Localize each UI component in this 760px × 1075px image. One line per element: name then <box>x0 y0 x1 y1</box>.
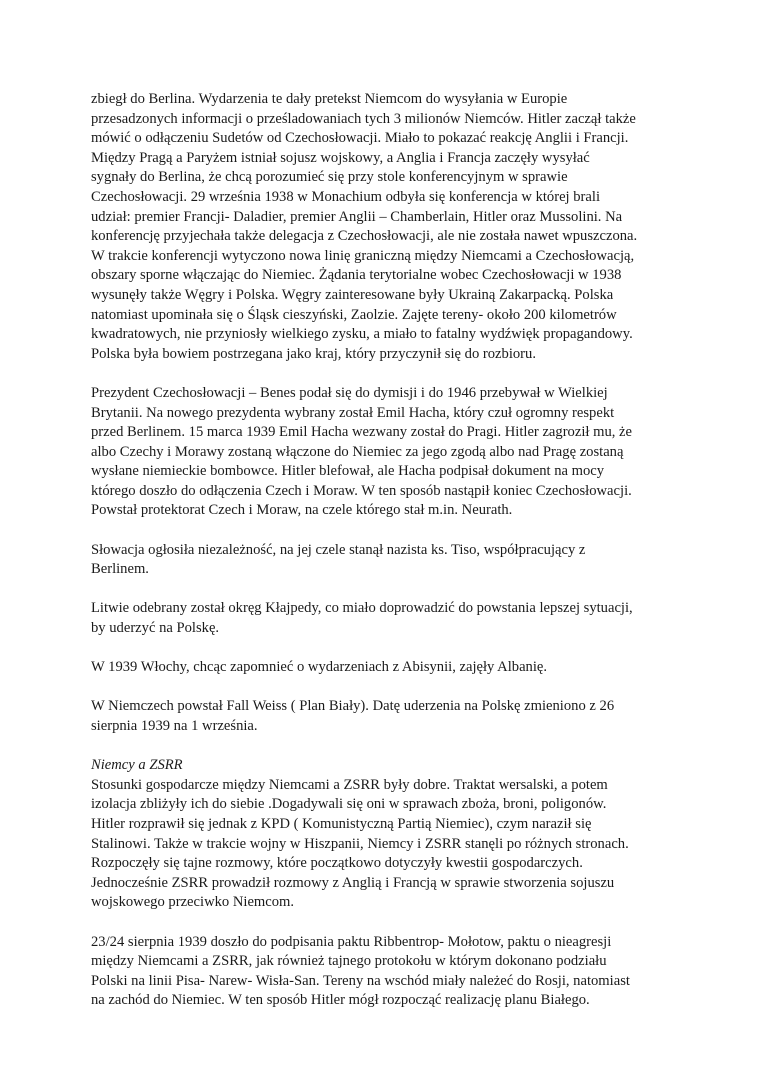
paragraph-lithuania: Litwie odebrany został okręg Kłajpedy, co miało doprowadzić do powstania lepszej sytuacji, by uderzyć na Polskę. <box>91 600 633 637</box>
paragraph-ribbentrop-molotov: 23/24 sierpnia 1939 doszło do podpisania paktu Ribbentrop- Mołotow, paktu o nieagresji między Niemcami a ZSRR, jak również tajnego protokołu w którym dokonano podziału Polski na linii Pisa- Narew- Wisła-San. Tereny na wschód miały należeć do Rosji, natomiast na zachód do Niemiec. W ten sposób Hitler mógł rozpocząć realizację planu Białego. <box>91 933 630 1009</box>
document-body <box>91 90 681 1031</box>
paragraph-slovakia: Słowacja ogłosiła niezależność, na jej czele stanął nazista ks. Tiso, współpracujący z Berlinem. <box>91 541 586 578</box>
paragraph-fall-weiss: W Niemczech powstał Fall Weiss ( Plan Biały). Datę uderzenia na Polskę zmieniono z 26 sierpnia 1939 na 1 września. <box>91 698 615 734</box>
paragraph-italy-albania: W 1939 Włochy, chcąc zapomnieć o wydarzeniach z Abisynii, zajęły Albanię. <box>91 659 548 676</box>
section-heading: Niemcy a ZSRR <box>91 757 183 774</box>
paragraph-munich-conference: zbiegł do Berlina. Wydarzenia te dały pretekst Niemcom do wysyłania w Europie przesadzonych informacji o prześladowaniach tych 3 milionów Niemców. Hitler zaczął także mówić o odłączeniu Sudetów od Czechosłowacji. Miało to pokazać reakcję Anglii i Francji. Między Pragą a Paryżem istniał sojusz wojskowy, a Anglia i Francja zaczęły wysyłać sygnały do Berlina, że chcą porozumieć się przy stole konferencyjnym w sprawie Czechosłowacji. 29 września 1938 w Monachium odbyła się konferencja w której brali udział: premier Francji- Daladier, premier Anglii – Chamberlain, Hitler oraz Mussolini. Na konferencję przyjechała także delegacja z Czechosłowacji, ale nie została nawet wpuszczona. W trakcie konferencji wytyczono nowa linię graniczną między Niemcami a Czechosłowacją, obszary sporne włączając do Niemiec. Żądania terytorialne wobec Czechosłowacji w 1938 wysunęły także Węgry i Polska. Węgry zainteresowane były Ukrainą Zakarpacką. Polska natomiast upominała się o Śląsk cieszyński, Zaolzie. Zajęte tereny- około 200 kilometrów kwadratowych, nie przyniosły wielkiego zysku, a miało to fatalny wydźwięk propagandowy. Polska była bowiem postrzegana jako kraj, który przyczynił się do rozbioru. <box>91 91 638 362</box>
paragraph-german-soviet-relations: Stosunki gospodarcze między Niemcami a ZSRR były dobre. Traktat wersalski, a potem izolacja zbliżyły ich do siebie .Dogadywali się oni w sprawach zboża, broni, poligonów. Hitler rozprawił się jednak z KPD ( Komunistyczną Partią Niemiec), czym naraził się Stalinowi. Także w trakcie wojny w Hiszpanii, Niemcy i ZSRR stanęli po różnych stronach. Rozpoczęły się tajne rozmowy, które początkowo dotyczyły kwestii gospodarczych. Jednocześnie ZSRR prowadził rozmowy z Anglią i Francją w sprawie stworzenia sojuszu wojskowego przeciwko Niemcom. <box>91 776 629 911</box>
paragraph-benes-hacha: Prezydent Czechosłowacji – Benes podał się do dymisji i do 1946 przebywał w Wielkiej Brytanii. Na nowego prezydenta wybrany został Emil Hacha, który czuł ogromny respekt przed Berlinem. 15 marca 1939 Emil Hacha wezwany został do Pragi. Hitler zagroził mu, że albo Czechy i Morawy zostaną włączone do Niemiec za jego zgodą albo nad Pragę zostaną wysłane niemieckie bombowce. Hitler blefował, ale Hacha podpisał dokument na mocy którego doszło do odłączenia Czech i Moraw. W ten sposób nastąpił koniec Czechosłowacji. Powstał protektorat Czech i Moraw, na czele którego stał m.in. Neurath. <box>91 384 632 519</box>
